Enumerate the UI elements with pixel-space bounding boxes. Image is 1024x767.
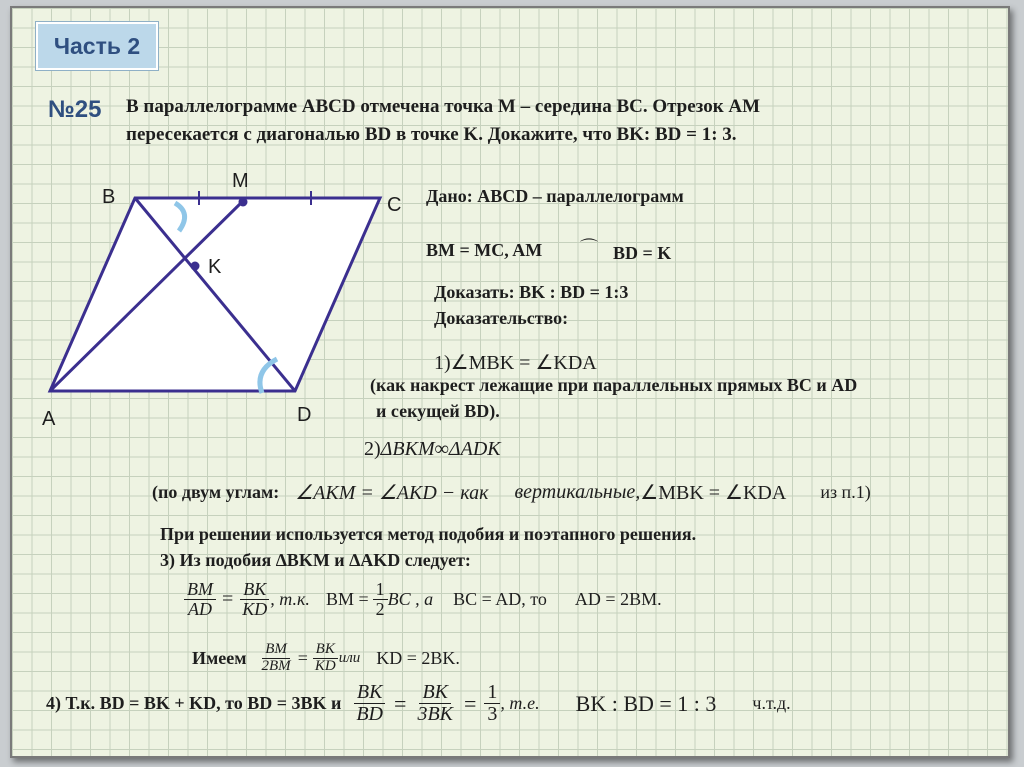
ratio2-fraction-2: $\frac{BK}{KD}$ <box>312 642 339 675</box>
step4-result: BK : BD = 1 : 3 <box>575 690 717 716</box>
step4-qed: ч.т.д. <box>752 693 791 713</box>
two-angles-label: (по двум углам: <box>152 482 280 502</box>
point-m <box>239 198 248 207</box>
ratio1-ad-2bm: AD = 2BM. <box>574 588 662 609</box>
two-angles-expr-1: ∠AKM = ∠AKD − как <box>295 482 489 504</box>
ratio1-tk: , т.к. <box>270 588 310 609</box>
step1-reason-1: (как накрест лежащие при параллельных прямых BC и AD <box>370 375 858 395</box>
step4-eq-2: = <box>464 690 477 716</box>
proof-label: Доказательство: <box>434 308 569 328</box>
ratio1-line <box>184 580 662 619</box>
slide <box>10 6 1010 758</box>
step1-prefix: 1) <box>434 352 451 374</box>
given-line-1: Дано: ABCD – параллелограмм <box>426 186 684 206</box>
step4-te: , т.е. <box>500 693 540 713</box>
step4-fraction-3: $\frac{1}{3}$ <box>484 682 500 725</box>
ratio1-fraction-2: $\frac{BK}{KD}$ <box>242 579 268 619</box>
problem-number: №25 <box>48 96 102 123</box>
prove-label: Доказать: BK : BD = 1:3 <box>434 282 629 302</box>
intersect-symbol: ⌒ <box>580 238 598 258</box>
step4-eq-1: = <box>394 690 407 716</box>
step1-line <box>434 350 597 375</box>
ratio1-half: $\frac{1}{2}$ <box>373 580 388 619</box>
step2-line <box>364 438 501 461</box>
step1-reason-2: и секущей BD). <box>376 401 500 421</box>
given-line-2-right: BD = K <box>613 243 672 263</box>
label-m: M <box>232 170 249 192</box>
step1-expr: ∠MBK = ∠KDA <box>450 352 597 374</box>
ratio1-bc-ad: BC = AD, то <box>453 588 547 609</box>
step4-line <box>46 682 791 725</box>
ratio2-ili: или <box>338 649 361 666</box>
label-b: B <box>102 186 116 208</box>
two-angles-word: вертикальные, <box>514 481 641 503</box>
given-line-2-left: BM = MC, AM <box>426 240 543 260</box>
parallelogram-figure <box>32 163 412 433</box>
step2-expr: ΔBKM∞ΔADK <box>380 438 501 460</box>
step4-fraction-2: $\frac{BK}{3BK}$ <box>417 681 453 725</box>
problem-line-1: В параллелограмме ABCD отмечена точка М – середина BC. Отрезок AM <box>126 96 761 117</box>
method-line-1: При решении используется метод подобия и поэтапного решения. <box>160 524 697 544</box>
ratio1-fraction-1: $\frac{BM}{AD}$ <box>184 580 216 619</box>
step4-text: 4) Т.к. BD = BK + KD, то BD = 3BK и <box>46 693 342 713</box>
ratio1-bc-a: BC , a <box>387 588 434 609</box>
ratio2-label: Имеем <box>192 647 247 668</box>
step4-fraction-1: $\frac{BK}{BD}$ <box>353 682 386 725</box>
label-d: D <box>297 404 312 426</box>
point-k <box>191 262 200 271</box>
label-a: A <box>42 408 56 430</box>
ratio2-fraction-1: $\frac{BM}{2BM}$ <box>261 641 291 674</box>
ratio2-result: KD = 2BK. <box>376 647 460 668</box>
part-badge: Часть 2 <box>36 22 158 70</box>
method-line-2: 3) Из подобия ∆BKM и ∆AKD следует: <box>160 550 471 570</box>
two-angles-expr-2: ∠MBK = ∠KDA <box>640 482 787 504</box>
two-angles-ref: из п.1) <box>820 482 871 502</box>
problem-line-2: пересекается с диагональю BD в точке K. Докажите, что BK: BD = 1: 3. <box>126 124 737 145</box>
ratio1-bm-eq: BM = <box>325 588 369 609</box>
step2-prefix: 2) <box>364 438 381 460</box>
ratio2-line <box>192 642 460 675</box>
two-angles-line <box>152 480 871 505</box>
ratio2-eq: = <box>297 647 308 668</box>
label-k: K <box>208 256 222 278</box>
ratio1-eq: = <box>222 587 234 610</box>
label-c: C <box>387 194 402 216</box>
